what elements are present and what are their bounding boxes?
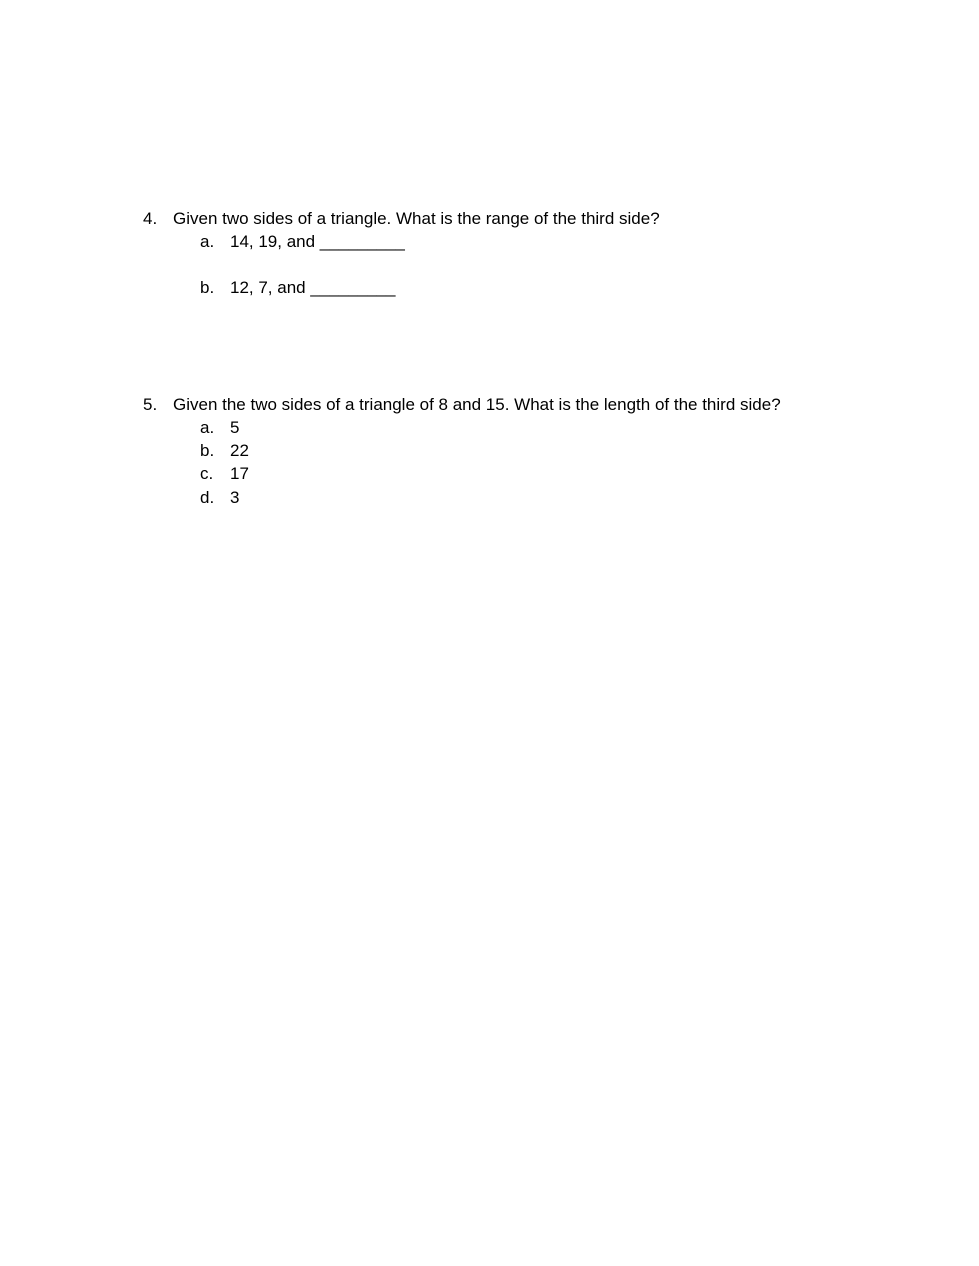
option-text: 14, 19, and _________	[230, 232, 405, 251]
option-text: 12, 7, and _________	[230, 278, 396, 297]
option-letter: b.	[200, 441, 215, 460]
option-text: 3	[230, 488, 240, 507]
question-number: 4.	[143, 209, 158, 228]
question-number: 5.	[143, 395, 158, 414]
option-text: 5	[230, 418, 240, 437]
option-letter: c.	[200, 464, 214, 483]
question-text: Given the two sides of a triangle of 8 and 15. What is the length of the third side?	[173, 395, 781, 414]
option-letter: d.	[200, 488, 215, 507]
option-letter: a.	[200, 418, 215, 437]
option-letter: a.	[200, 232, 215, 251]
question-text: Given two sides of a triangle. What is the range of the third side?	[173, 209, 660, 228]
option-text: 17	[230, 464, 249, 483]
option-text: 22	[230, 441, 249, 460]
option-letter: b.	[200, 278, 215, 297]
